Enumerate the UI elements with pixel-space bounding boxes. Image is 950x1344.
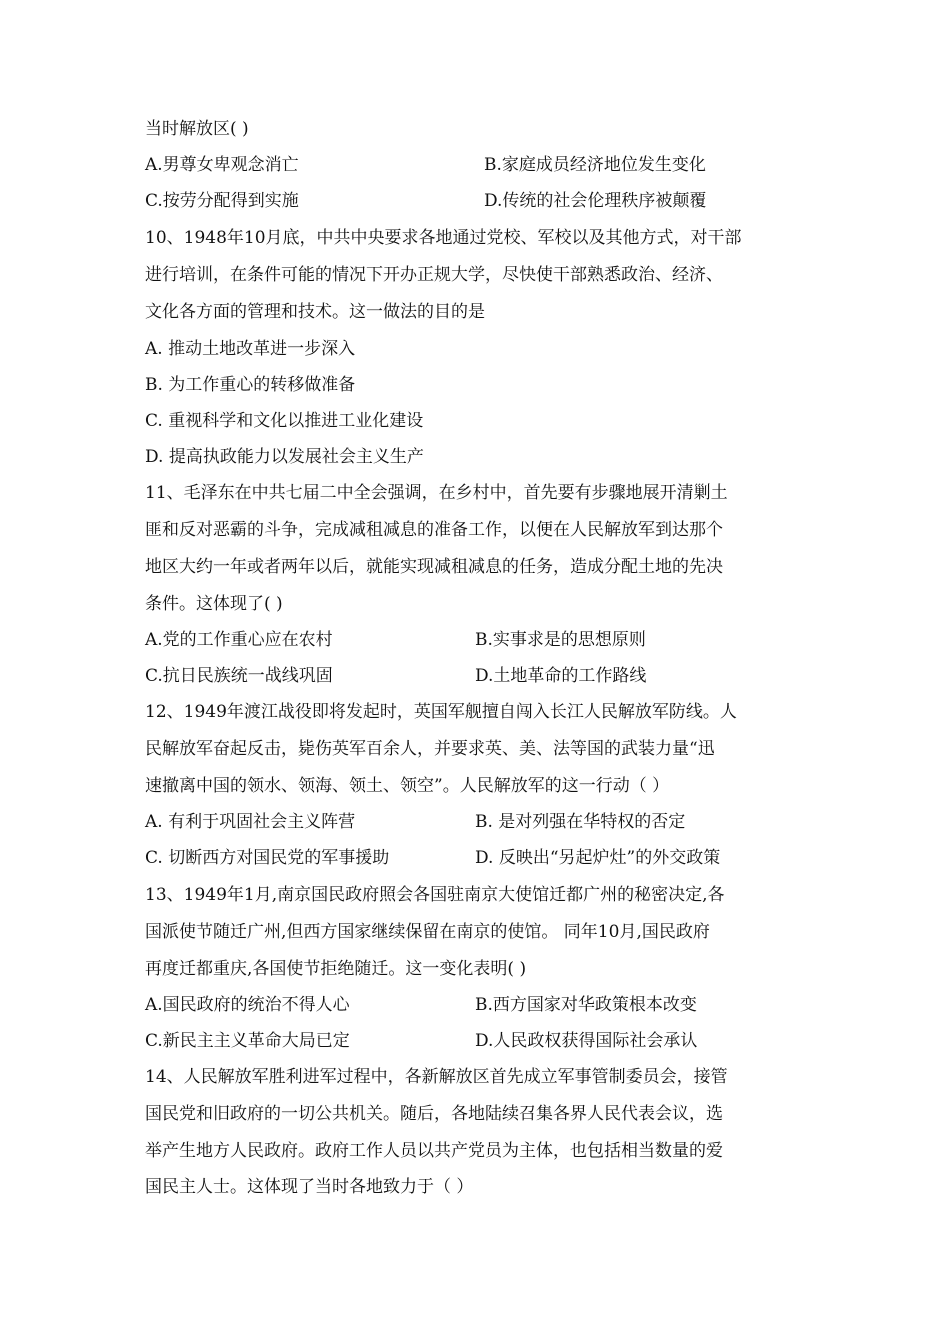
q12-option-c: C. 切断西方对国民党的军事援助 [145, 848, 390, 868]
q13-option-d: D.人民政权获得国际社会承认 [475, 1031, 698, 1051]
q10-option-b: B. 为工作重心的转移做准备 [145, 375, 356, 395]
q13-stem-line1: 13、1949年1月,南京国民政府照会各国驻南京大使馆迁都广州的秘密决定,各 [145, 885, 725, 905]
q14-stem-line4: 国民主人士。这体现了当时各地致力于（ ） [145, 1177, 474, 1197]
q13-option-c: C.新民主主义革命大局已定 [145, 1031, 350, 1051]
q11-option-a: A.党的工作重心应在农村 [145, 630, 333, 650]
q13-stem-line2: 国派使节随迁广州,但西方国家继续保留在南京的使馆。 同年10月,国民政府 [145, 922, 710, 942]
q11-option-b: B.实事求是的思想原则 [475, 630, 646, 650]
q11-option-c: C.抗日民族统一战线巩固 [145, 666, 333, 686]
q12-stem-line3: 速撤离中国的领水、领海、领土、领空”。人民解放军的这一行动（ ） [145, 776, 670, 796]
q13-option-a: A.国民政府的统治不得人心 [145, 995, 350, 1015]
q9-stem-end: 当时解放区( ) [145, 119, 249, 139]
q10-option-d: D. 提高执政能力以发展社会主义生产 [145, 447, 424, 467]
q9-option-c: C.按劳分配得到实施 [145, 191, 299, 211]
q11-option-d: D.土地革命的工作路线 [475, 666, 647, 686]
q9-option-b: B.家庭成员经济地位发生变化 [484, 155, 706, 175]
q10-option-a: A. 推动土地改革进一步深入 [145, 339, 356, 359]
q11-stem-line1: 11、毛泽东在中共七届二中全会强调，在乡村中，首先要有步骤地展开清剿土 [145, 483, 728, 503]
q9-option-a: A.男尊女卑观念消亡 [145, 155, 299, 175]
q10-stem-line3: 文化各方面的管理和技术。这一做法的目的是 [145, 302, 485, 322]
q12-option-a: A. 有利于巩固社会主义阵营 [145, 812, 356, 832]
q12-stem-line1: 12、1949年渡江战役即将发起时，英国军舰擅自闯入长江人民解放军防线。人 [145, 702, 737, 722]
q14-stem-line1: 14、人民解放军胜利进军过程中，各新解放区首先成立军事管制委员会，接管 [145, 1067, 728, 1087]
q10-option-c: C. 重视科学和文化以推进工业化建设 [145, 411, 424, 431]
q13-stem-line3: 再度迁都重庆,各国使节拒绝随迁。这一变化表明( ) [145, 959, 527, 979]
q12-option-b: B. 是对列强在华特权的否定 [475, 812, 686, 832]
q10-stem-line1: 10、1948年10月底，中共中央要求各地通过党校、军校以及其他方式，对干部 [145, 228, 742, 248]
q13-option-b: B.西方国家对华政策根本改变 [475, 995, 697, 1015]
q14-stem-line2: 国民党和旧政府的一切公共机关。随后，各地陆续召集各界人民代表会议，选 [145, 1104, 723, 1124]
q10-stem-line2: 进行培训，在条件可能的情况下开办正规大学，尽快使干部熟悉政治、经济、 [145, 265, 723, 285]
q9-option-d: D.传统的社会伦理秩序被颠覆 [484, 191, 707, 211]
q12-option-d: D. 反映出“另起炉灶”的外交政策 [475, 848, 721, 868]
q11-stem-line3: 地区大约一年或者两年以后，就能实现减租减息的任务，造成分配土地的先决 [145, 557, 723, 577]
q14-stem-line3: 举产生地方人民政府。政府工作人员以共产党员为主体，也包括相当数量的爱 [145, 1141, 723, 1161]
q12-stem-line2: 民解放军奋起反击，毙伤英军百余人，并要求英、美、法等国的武装力量“迅 [145, 739, 715, 759]
q11-stem-line4: 条件。这体现了( ) [145, 594, 283, 614]
q11-stem-line2: 匪和反对恶霸的斗争，完成减租减息的准备工作，以便在人民解放军到达那个 [145, 520, 723, 540]
